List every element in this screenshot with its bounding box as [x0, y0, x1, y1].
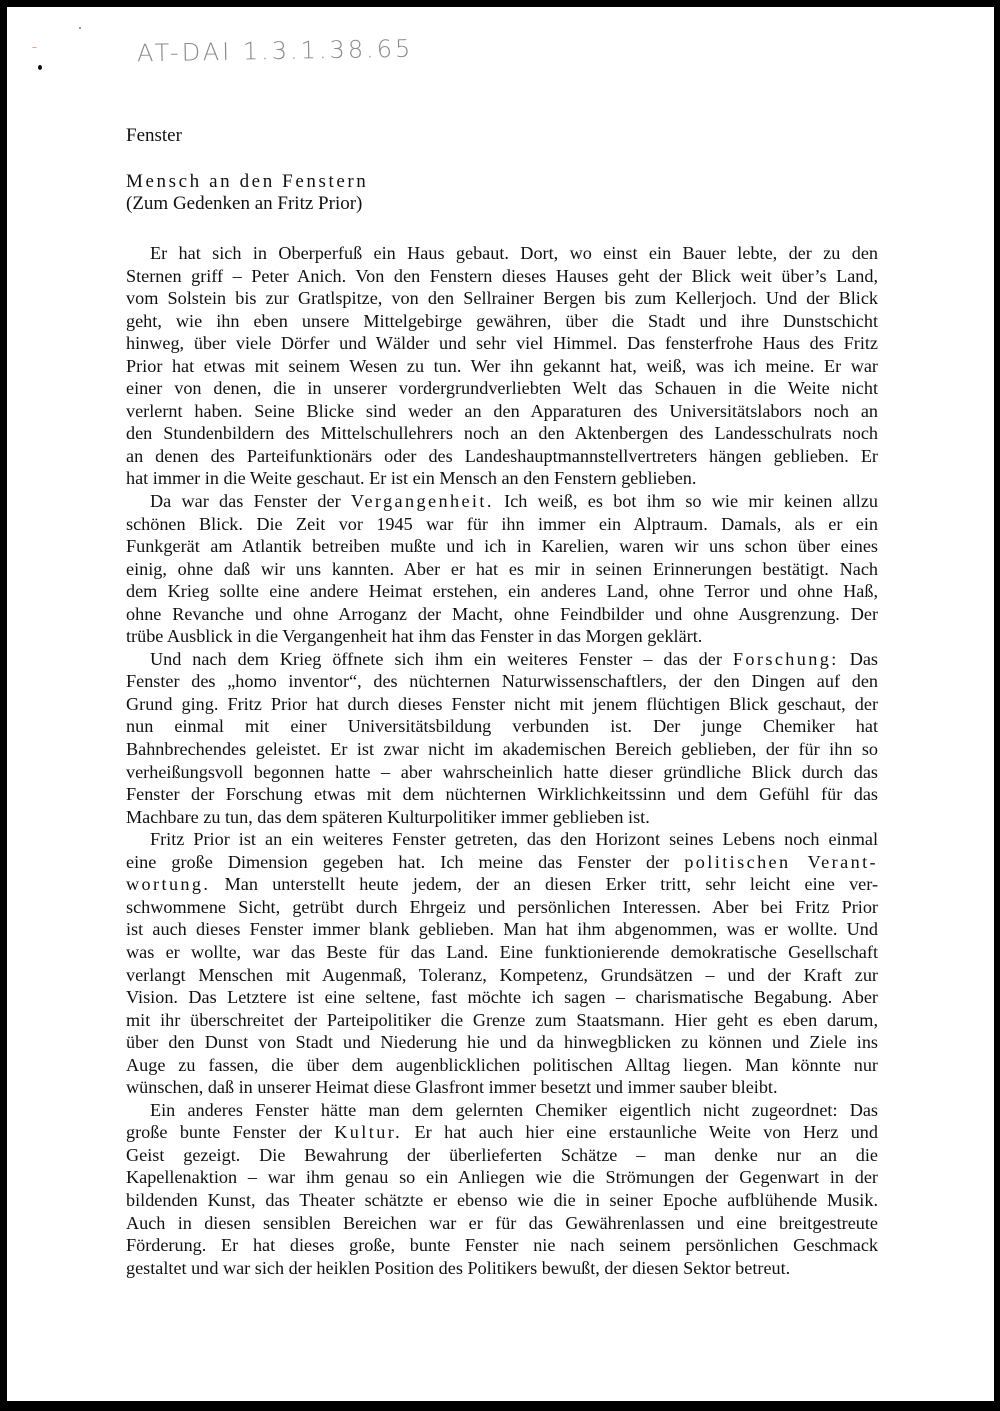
text-line: gestaltet und war sich der heiklen Position des Politikers bewußt, der diesen Sektor betreut. [126, 1257, 791, 1278]
text-line: bildenden Kunst, das Theater schätzte er ebenso wie die in seiner Epoche aufblühende Musik. [126, 1189, 878, 1210]
scanned-page [7, 7, 994, 1401]
article-text [126, 242, 878, 1279]
text-line: Ein anderes Fenster hätte man dem gelernten Chemiker eigentlich nicht zugeordnet: Das [150, 1099, 878, 1120]
emphasized-term: wortung. [126, 874, 211, 895]
text-line: verheißungsvoll begonnen hatte – aber wahrscheinlich hatte dieser gründliche Blick durch das [126, 761, 878, 782]
text-line: einig, ohne daß wir uns kannten. Aber er hat es mir in seinen Erinnerungen bestätigt. Nach [126, 558, 878, 579]
paragraph [126, 242, 878, 490]
text-line: was er wollte, war das Beste für das Land. Eine funktionierende demokratische Gesellschaft [126, 941, 878, 962]
text-line: Und nach dem Krieg öffnete sich ihm ein weiteres Fenster – das der Forschung: Das [150, 648, 878, 669]
text-line: wortung. Man unterstellt heute jedem, der an diesen Erker tritt, sehr leicht eine ver- [126, 874, 878, 895]
paragraph [126, 828, 878, 1099]
text-line: verlangt Menschen mit Augenmaß, Toleranz, Kompetenz, Grundsätzen – und der Kraft zur [126, 964, 878, 985]
text-line: Kapellenaktion – war ihm genau so ein Anliegen wie die Strömungen der Gegenwart in der [126, 1167, 878, 1188]
text-line: mit ihr überschreitet der Parteipolitiker die Grenze zum Staatsmann. Hier geht es eben darum, [126, 1009, 878, 1030]
paragraph [126, 1099, 878, 1279]
text-line: Machbare zu tun, das dem späteren Kulturpolitiker immer geblieben ist. [126, 806, 650, 827]
text-line: Fritz Prior ist an ein weiteres Fenster getreten, das den Horizont seines Lebens noch einmal [150, 829, 878, 850]
text-line: hat immer in die Weite geschaut. Er ist ein Mensch an den Fenstern geblieben. [126, 468, 697, 489]
text-line: Geist gezeigt. Die Bewahrung der überlieferten Schätze – man denke nur an die [126, 1144, 878, 1165]
text-line: Da war das Fenster der Vergangenheit. Ich weiß, es bot ihm so wie mir keinen allzu [150, 491, 878, 512]
paragraph [126, 648, 878, 828]
emphasized-term: Vergangenheit. [350, 491, 494, 512]
scan-speck [38, 65, 42, 70]
text-line: Fenster der Forschung etwas mit dem nüchternen Wirklichkeitssinn und dem Gefühl für das [126, 784, 878, 805]
text-line: Sternen griff – Peter Anich. Von den Fenstern dieses Hauses geht der Blick weit über’s Land, [126, 265, 878, 286]
text-line: wünschen, daß in unserer Heimat diese Glasfront immer besetzt und immer sauber bleibt. [126, 1077, 778, 1098]
emphasized-term: politischen Verant- [684, 851, 878, 872]
document-subtitle: (Zum Gedenken an Fritz Prior) [126, 193, 363, 214]
text-line: verlernt haben. Seine Blicke sind weder an den Apparaturen des Universitätslabors noch an [126, 400, 878, 421]
paragraph [126, 490, 878, 648]
scan-speck [79, 27, 81, 29]
text-line: ohne Revanche und ohne Arroganz der Macht, ohne Feindbilder und ohne Ausgrenzung. Der [126, 603, 878, 624]
text-line: große bunte Fenster der Kultur. Er hat auch hier eine erstaunliche Weite von Herz und [126, 1122, 878, 1143]
text-line: Vision. Das Letztere ist eine seltene, fast möchte ich sagen – charismatische Begabung. Aber [126, 987, 878, 1008]
text-line: trübe Ausblick in die Vergangenheit hat ihm das Fenster in das Morgen geklärt. [126, 626, 703, 647]
text-line: schwommene Sicht, getrübt durch Ehrgeiz und persönlichen Interessen. Aber bei Fritz Prior [126, 896, 878, 917]
text-line: Auge zu fassen, die über dem augenblicklichen politischen Alltag liegen. Man könnte nur [126, 1054, 878, 1075]
text-line: vom Solstein bis zur Gratlspitze, von den Sellrainer Bergen bis zum Kellerjoch. Und der Blick [126, 288, 878, 309]
text-line: Er hat sich in Oberperfuß ein Haus gebaut. Dort, wo einst ein Bauer lebte, der zu den [150, 243, 878, 263]
text-line: geht, wie ihn eben unsere Mittelgebirge gewähren, über die Stadt und ihre Dunstschicht [126, 310, 878, 331]
text-line: Prior hat etwas mit seinem Wesen zu tun. Wer ihn gekannt hat, weiß, was ich meine. Er war [126, 355, 878, 376]
document-title: Mensch an den Fenstern [126, 171, 369, 192]
emphasized-term: Kultur. [334, 1122, 403, 1143]
section-heading: Fenster [126, 125, 182, 146]
text-line: einer von denen, die in unserer vordergrundverliebten Welt das Schauen in die Weite nicht [126, 378, 878, 399]
text-line: an denen des Parteifunktionärs oder des Landeshauptmannstellvertreters hängen geblieben. Er [126, 445, 878, 466]
text-line: schönen Blick. Die Zeit vor 1945 war für ihn immer ein Alptraum. Damals, als er ein [126, 513, 878, 534]
text-line: Funkgerät am Atlantik betreiben mußte und ich in Karelien, waren wir uns schon über eines [126, 536, 878, 557]
text-line: Auch in diesen sensiblen Bereichen war er für das Gewährenlassen und eine breitgestreute [126, 1212, 878, 1233]
text-line: eine große Dimension gegeben hat. Ich meine das Fenster der politischen Verant- [126, 851, 878, 872]
text-line: den Stundenbildern des Mittelschullehrers noch an den Aktenbergen des Landesschulrats noch [126, 423, 878, 444]
text-line: über den Dunst von Stadt und Niederung hie und da hinwegblicken zu können und Ziele ins [126, 1032, 878, 1053]
text-line: Fenster des „homo inventor“, des nüchternen Naturwissenschaftlers, der den Dingen auf den [126, 671, 878, 692]
emphasized-term: Forschung: [732, 648, 839, 669]
text-line: Förderung. Er hat dieses große, bunte Fenster nie nach seinem persönlichen Geschmack [126, 1235, 878, 1256]
text-line: ist auch dieses Fenster immer blank geblieben. Man hat ihm abgenommen, was er wollte. Und [126, 919, 878, 940]
text-line: nun einmal mit einer Universitätsbildung verbunden ist. Der junge Chemiker hat [126, 716, 878, 737]
text-line: Grund ging. Fritz Prior hat durch dieses Fenster nicht mit jenem flüchtigen Blick geschaut, der [126, 693, 878, 714]
handwritten-archive-signature: AT-DAI 1.3.1.38.65 [136, 34, 414, 68]
text-line: dem Krieg sollte eine andere Heimat erstehen, ein anderes Land, ohne Terror und ohne Haß, [126, 581, 878, 602]
text-line: hinweg, über viele Dörfer und Wälder und sehr viel Himmel. Das fensterfrohe Haus des Fritz [126, 333, 878, 354]
scan-speck [32, 47, 37, 48]
text-line: Bahnbrechendes geleistet. Er ist zwar nicht im akademischen Bereich geblieben, der für ihn so [126, 739, 878, 760]
